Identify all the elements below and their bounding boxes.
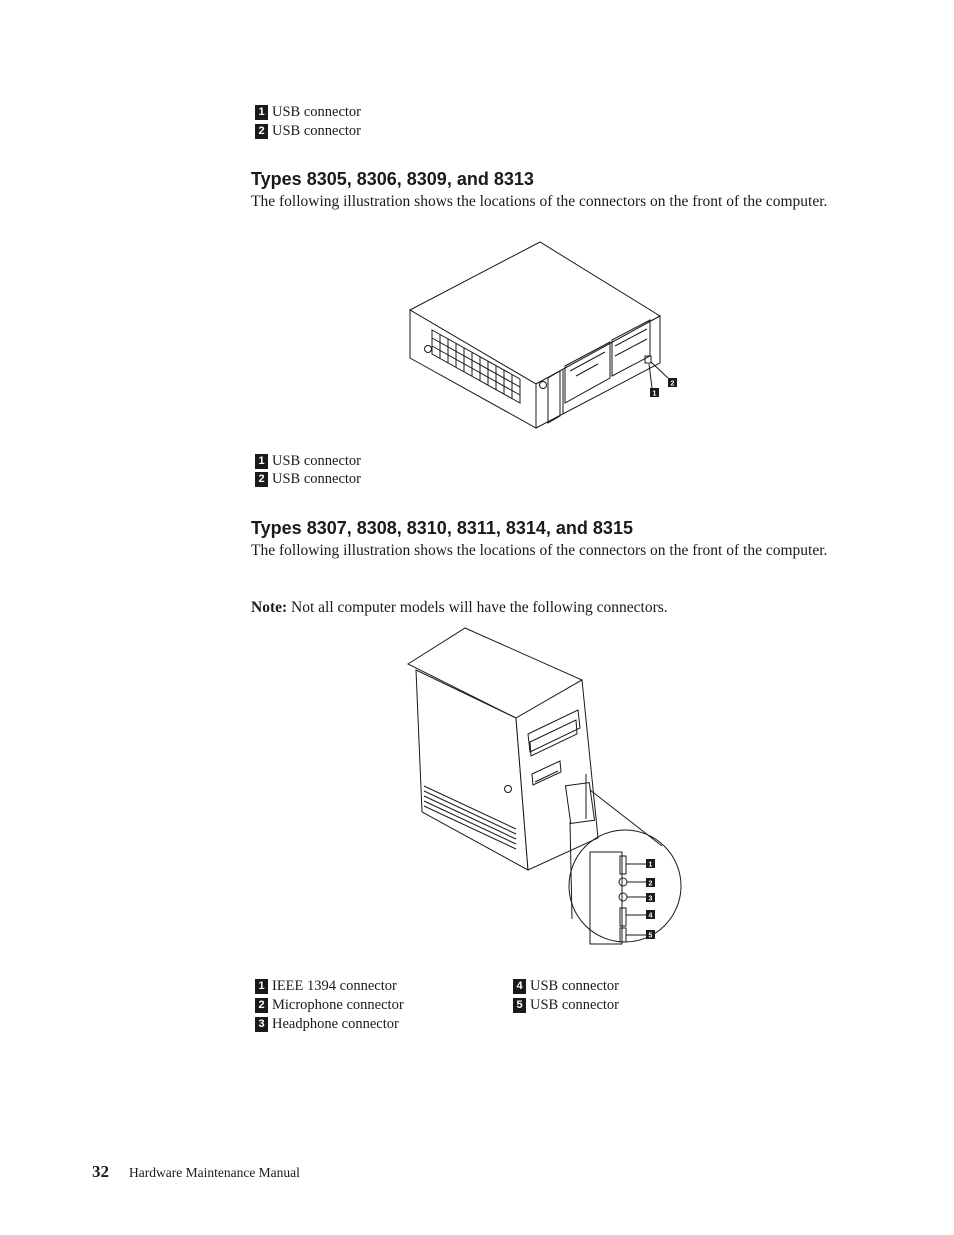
section2-legend-item-5 — [513, 996, 619, 1014]
footer-title: Hardware Maintenance Manual — [129, 1165, 300, 1180]
callout-3: 3 — [648, 895, 653, 903]
section1-heading: Types 8305, 8306, 8309, and 8313 — [251, 169, 534, 189]
legend-label: USB connector — [272, 103, 361, 120]
section2-legend-item-2 — [255, 996, 404, 1014]
callout-badge: 2 — [255, 124, 268, 139]
callout-2: 2 — [648, 880, 653, 888]
callout-badge: 1 — [255, 979, 268, 994]
callout-badge: 4 — [513, 979, 526, 994]
note-text: Not all computer models will have the following connectors. — [291, 599, 668, 616]
top-legend-item-2 — [255, 122, 361, 140]
section2-heading: Types 8307, 8308, 8310, 8311, 8314, and 8315 — [251, 518, 633, 538]
callout-badge: 2 — [255, 472, 268, 487]
callout-badge: 1 — [255, 454, 268, 469]
legend-label: Microphone connector — [272, 996, 404, 1013]
legend-label: USB connector — [272, 452, 361, 469]
top-legend-item-1 — [255, 103, 361, 121]
section2-legend-item-1 — [255, 977, 397, 995]
note-label: Note: — [251, 599, 288, 616]
callout-5: 5 — [648, 932, 653, 940]
legend-label: USB connector — [530, 996, 619, 1013]
callout-2: 2 — [670, 380, 675, 388]
section1-legend-item-2 — [255, 470, 361, 488]
section2-note — [251, 598, 832, 617]
callout-badge: 3 — [255, 1017, 268, 1032]
section2-legend-item-4 — [513, 977, 619, 995]
callout-badge: 2 — [255, 998, 268, 1013]
section1-legend-item-1 — [255, 452, 361, 470]
callout-1: 1 — [652, 390, 657, 398]
callout-badge: 5 — [513, 998, 526, 1013]
legend-label: USB connector — [530, 977, 619, 994]
desktop-computer-illustration — [400, 238, 690, 433]
legend-label: IEEE 1394 connector — [272, 977, 397, 994]
section2-intro: The following illustration shows the locations of the connectors on the front of the computer. — [251, 542, 828, 559]
page-number: 32 — [92, 1162, 109, 1181]
tower-computer-illustration — [400, 624, 690, 960]
callout-1: 1 — [648, 861, 653, 869]
legend-label: USB connector — [272, 122, 361, 139]
callout-4: 4 — [648, 912, 653, 920]
section2-legend-item-3 — [255, 1015, 399, 1033]
legend-label: USB connector — [272, 470, 361, 487]
callout-badge: 1 — [255, 105, 268, 120]
legend-label: Headphone connector — [272, 1015, 399, 1032]
section1-intro: The following illustration shows the locations of the connectors on the front of the computer. — [251, 193, 828, 210]
